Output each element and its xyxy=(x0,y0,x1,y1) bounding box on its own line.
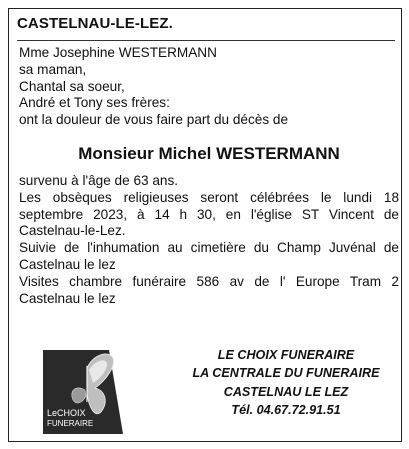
notice-location-title: CASTELNAU-LE-LEZ. xyxy=(17,15,173,32)
svg-text:FUNERAIRE: FUNERAIRE xyxy=(47,419,94,428)
intro-line-announcement: ont la douleur de vous faire part du décès de xyxy=(19,112,289,128)
intro-line-relation: sa maman, xyxy=(19,61,87,77)
funeral-home-contact xyxy=(171,346,401,420)
company-subtitle: LA CENTRALE DU FUNERAIRE xyxy=(192,366,380,381)
company-phone: Tél. 04.67.72.91.51 xyxy=(231,403,341,418)
detail-ceremony: Les obsèques religieuses seront célébrées le lundi 18 septembre 2023, à 14 h 30, en l'église ST Vincent de Castelnau-le-Lez. xyxy=(19,189,399,239)
header-divider xyxy=(17,40,395,41)
detail-age: survenu à l'âge de 63 ans. xyxy=(19,172,179,188)
notice-body xyxy=(19,45,399,307)
company-name: LE CHOIX FUNERAIRE xyxy=(217,348,355,362)
detail-burial: Suivie de l'inhumation au cimetière du Champ Juvénal de Castelnau le lez xyxy=(19,240,399,272)
svg-text:LeCHOIX: LeCHOIX xyxy=(47,408,86,418)
funeral-home-block xyxy=(43,346,393,436)
deceased-name: Monsieur Michel WESTERMANN xyxy=(78,143,340,163)
company-city: CASTELNAU LE LEZ xyxy=(223,384,349,399)
le-choix-funeraire-logo xyxy=(43,350,123,434)
intro-line-brothers: André et Tony ses frères: xyxy=(19,95,170,111)
intro-line-sister: Chantal sa soeur, xyxy=(19,78,125,94)
detail-visits: Visites chambre funéraire 586 av de l' Europe Tram 2 Castelnau le lez xyxy=(19,273,399,306)
intro-line-mother: Mme Josephine WESTERMANN xyxy=(19,45,217,60)
obituary-notice xyxy=(8,8,402,442)
